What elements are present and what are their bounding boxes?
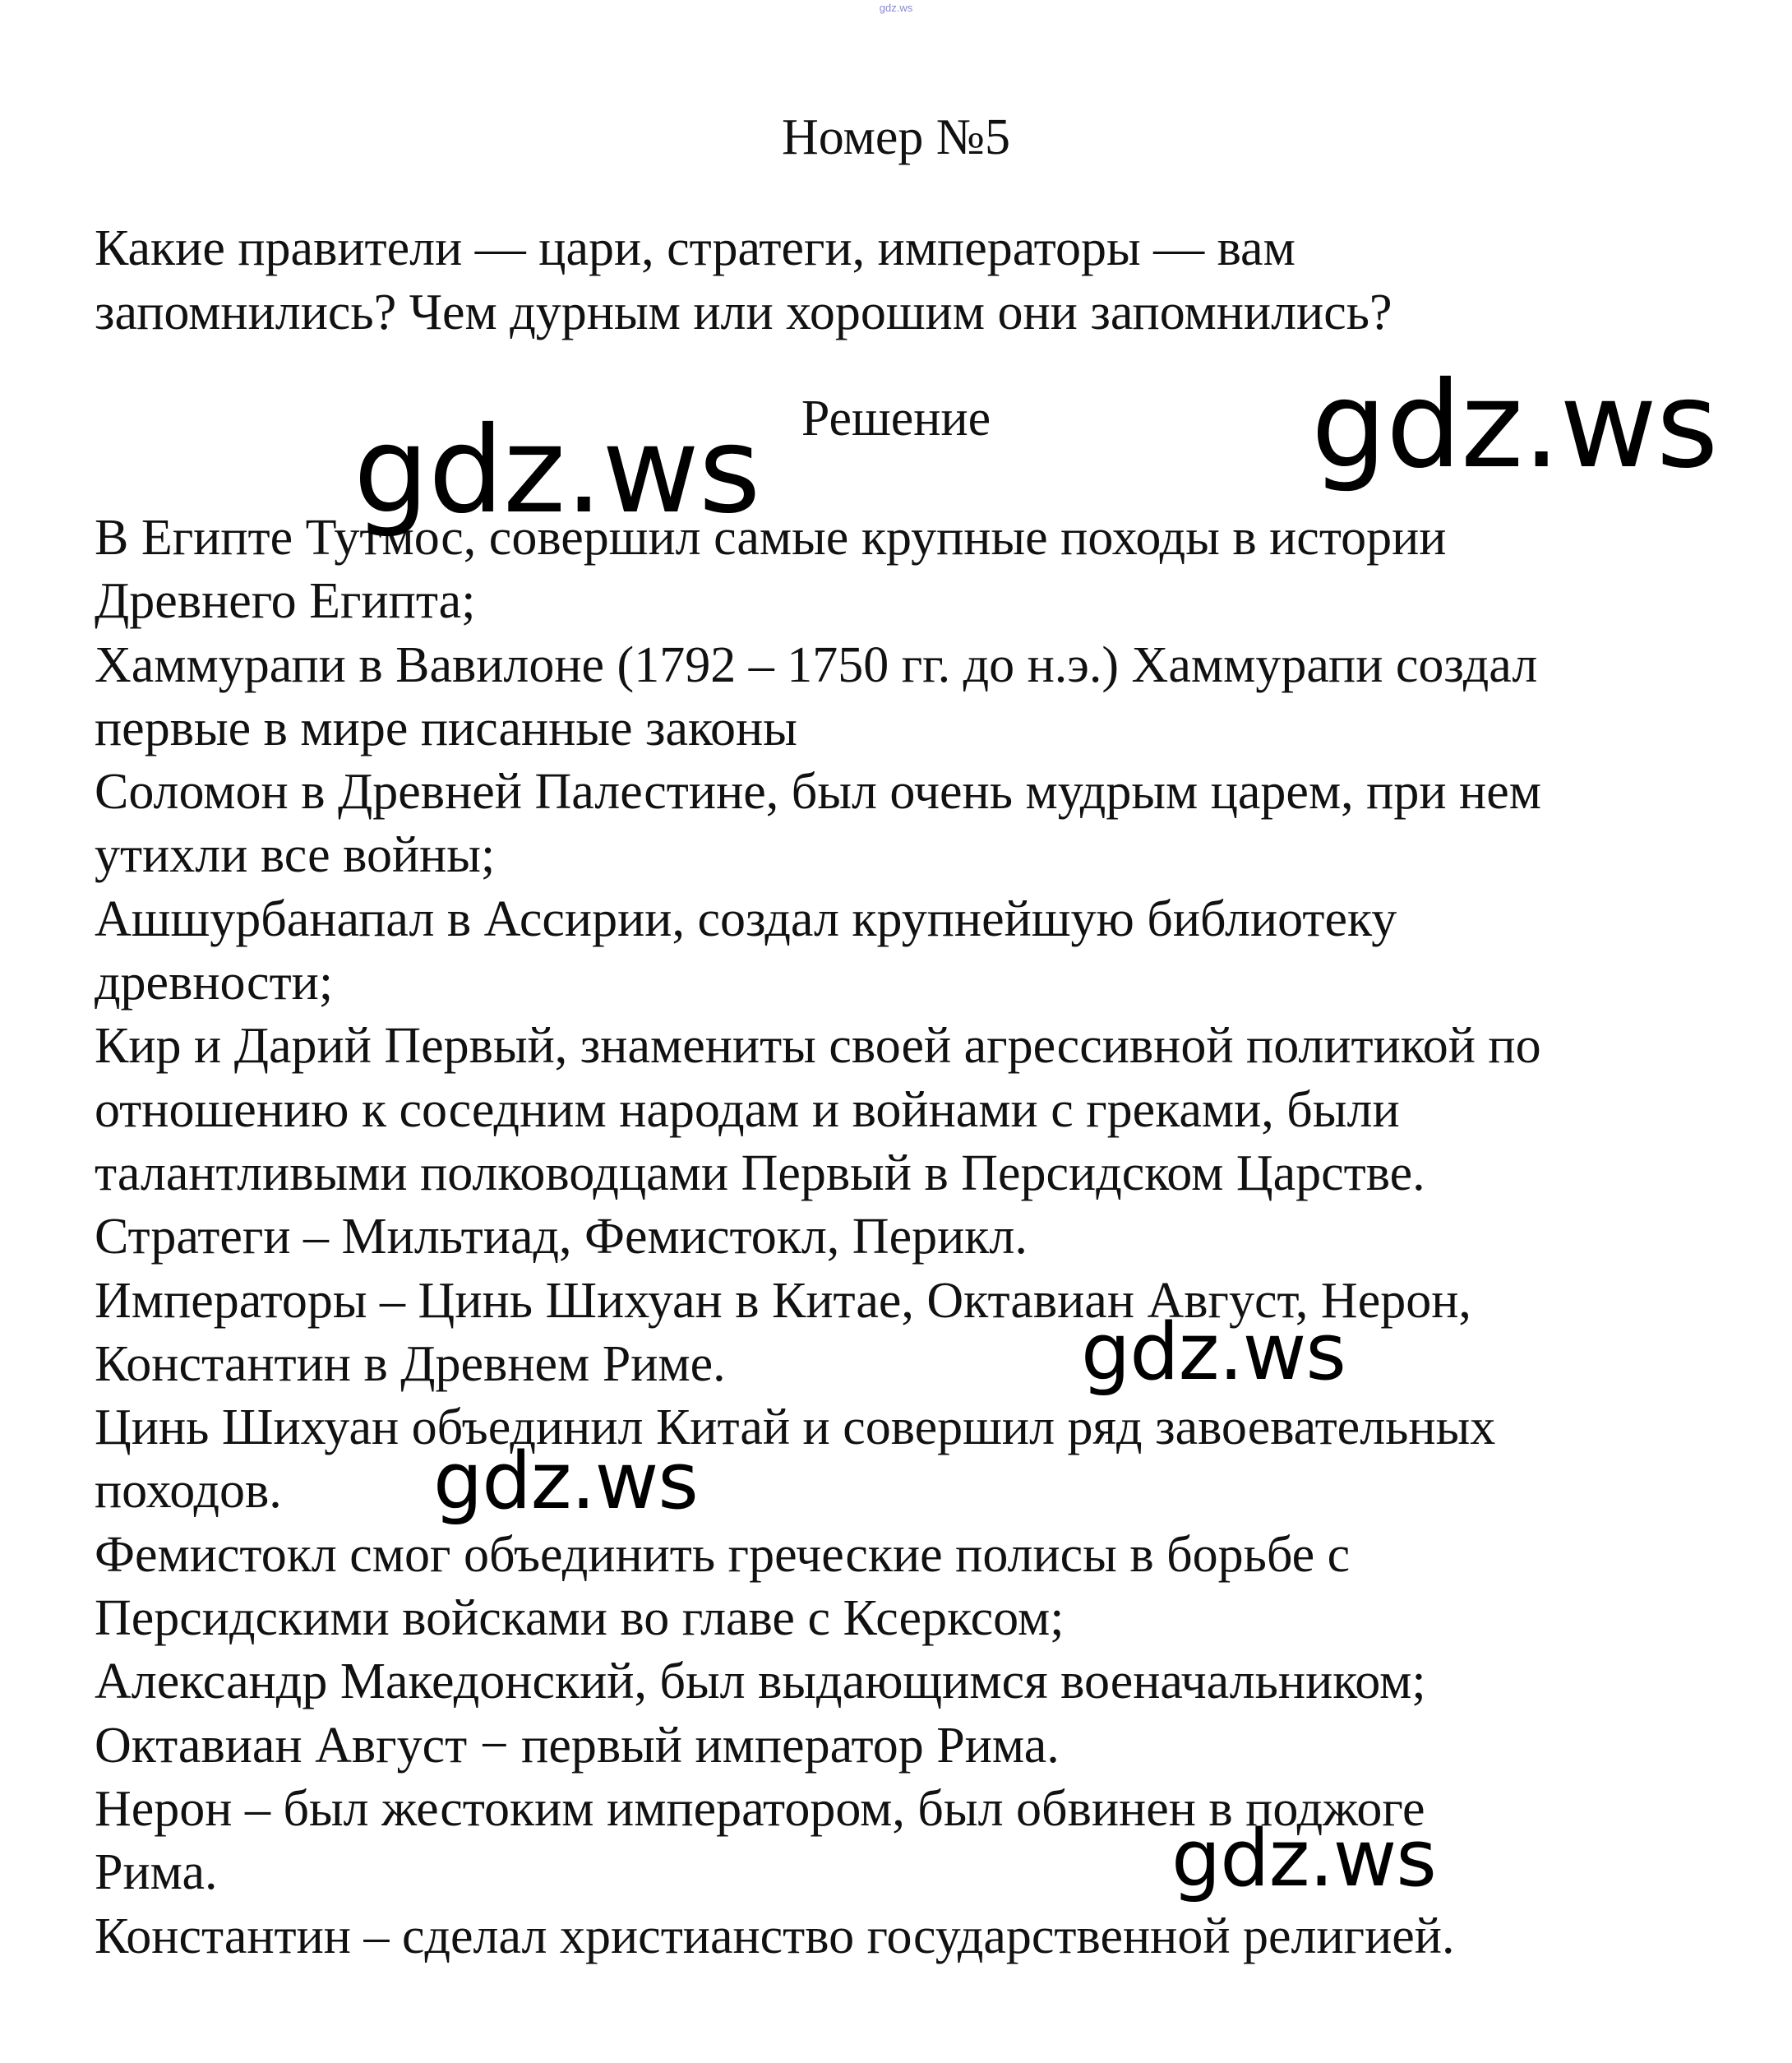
- watermark: gdz.ws: [1311, 356, 1718, 495]
- answer-line: Императоры – Цинь Шихуан в Китае, Октавиан Август, Нерон,: [95, 1272, 1471, 1329]
- answer-line: талантливыми полководцами Первый в Персидском Царстве.: [95, 1145, 1425, 1201]
- question-line: запомнились? Чем дурным или хорошим они запомнились?: [95, 284, 1392, 340]
- answer-line: Хаммурапи в Вавилоне (1792 – 1750 гг. до н.э.) Хаммурапи создал: [95, 636, 1538, 693]
- answer-line: Фемистокл смог объединить греческие полисы в борьбе с: [95, 1526, 1351, 1583]
- answer-line: Кир и Дарий Первый, знамениты своей агрессивной политикой по: [95, 1018, 1541, 1075]
- watermark: gdz.ws: [1171, 1814, 1436, 1904]
- top-watermark: gdz.ws: [879, 2, 913, 14]
- answer-line: отношению к соседним народам и войнами с греками, были: [95, 1081, 1400, 1138]
- answer-line: В Египте Тутмос, совершил самые крупные походы в истории: [95, 510, 1447, 566]
- answer-line: Древнего Египта;: [95, 573, 476, 630]
- answer-line: Стратеги – Мильтиад, Фемистокл, Перикл.: [95, 1209, 1028, 1265]
- answer-line: Цинь Шихуан объединил Китай и совершил ряд завоевательных: [95, 1399, 1496, 1456]
- answer-line: Ашшурбанапал в Ассирии, создал крупнейшую библиотеку: [95, 890, 1397, 947]
- answer-line: первые в мире писанные законы: [95, 700, 797, 756]
- answer-line: Персидскими войсками во главе с Ксерксом;: [95, 1590, 1065, 1647]
- answer-line: Нерон – был жестоким императором, был обвинен в поджоге: [95, 1780, 1425, 1837]
- answer-line: походов.: [95, 1463, 282, 1519]
- watermark: gdz.ws: [433, 1436, 698, 1527]
- solution-heading: Решение: [801, 391, 991, 446]
- answer-line: Александр Македонский, был выдающимся военачальником;: [95, 1654, 1426, 1710]
- question-text: [95, 216, 1730, 345]
- page-title: Номер №5: [781, 109, 1010, 165]
- answer-text: [95, 506, 1730, 1968]
- answer-line: Рима.: [95, 1844, 218, 1901]
- answer-line: Константин – сделал христианство государственной религией.: [95, 1908, 1455, 1964]
- answer-line: Константин в Древнем Риме.: [95, 1335, 726, 1392]
- answer-line: древности;: [95, 955, 334, 1011]
- watermark: gdz.ws: [1081, 1307, 1346, 1398]
- question-line: Какие правители — цари, стратеги, императоры — вам: [95, 220, 1296, 276]
- answer-line: Соломон в Древней Палестине, был очень мудрым царем, при нем: [95, 764, 1541, 821]
- answer-line: Октавиан Август − первый император Рима.: [95, 1717, 1060, 1774]
- answer-line: утихли все войны;: [95, 827, 496, 884]
- watermark: gdz.ws: [353, 401, 760, 540]
